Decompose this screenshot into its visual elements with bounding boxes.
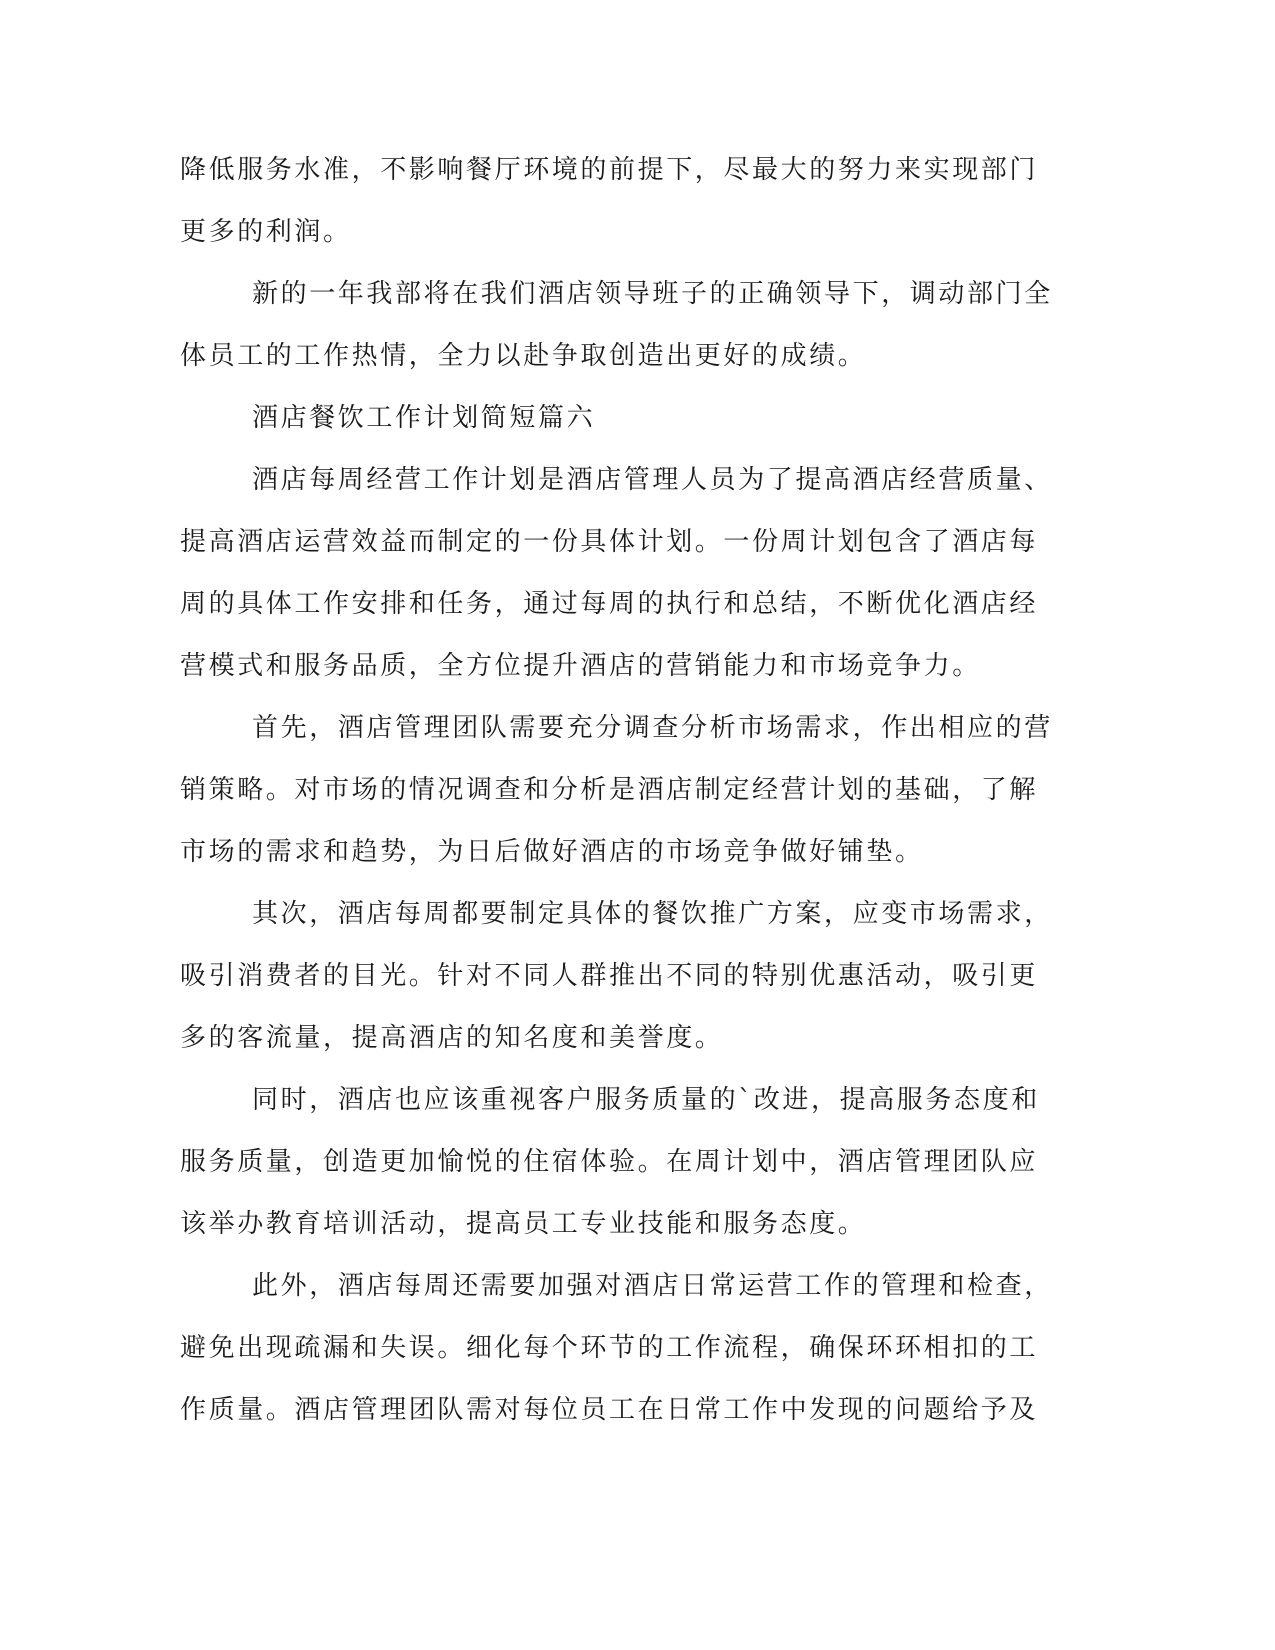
text-line: 避免出现疏漏和失误。细化每个环节的工作流程，确保环环相扣的工 — [180, 1333, 1039, 1363]
text-line: 该举办教育培训活动，提高员工专业技能和服务态度。 — [180, 1209, 867, 1239]
text-line: 周的具体工作安排和任务，通过每周的执行和总结，不断优化酒店经 — [180, 589, 1039, 619]
paragraph-start-line: 新的一年我部将在我们酒店领导班子的正确领导下，调动部门全 — [252, 279, 1053, 309]
text-line: 多的客流量，提高酒店的知名度和美誉度。 — [180, 1023, 724, 1053]
text-line: 提高酒店运营效益而制定的一份具体计划。一份周计划包含了酒店每 — [180, 527, 1039, 557]
document-body — [180, 150, 1053, 1452]
text-line: 营模式和服务品质，全方位提升酒店的营销能力和市场竞争力。 — [180, 651, 981, 681]
paragraph-start-line: 首先，酒店管理团队需要充分调查分析市场需求，作出相应的营 — [252, 713, 1053, 743]
text-line: 体员工的工作热情，全力以赴争取创造出更好的成绩。 — [180, 341, 867, 371]
text-line: 销策略。对市场的情况调查和分析是酒店制定经营计划的基础，了解 — [180, 775, 1039, 805]
text-line: 降低服务水准，不影响餐厅环境的前提下，尽最大的努力来实现部门 — [180, 155, 1039, 185]
text-line: 作质量。酒店管理团队需对每位员工在日常工作中发现的问题给予及 — [180, 1395, 1039, 1425]
paragraph-start-line: 此外，酒店每周还需要加强对酒店日常运营工作的管理和检查， — [252, 1271, 1053, 1301]
text-line: 市场的需求和趋势，为日后做好酒店的市场竞争做好铺垫。 — [180, 837, 924, 867]
paragraph-start-line: 酒店每周经营工作计划是酒店管理人员为了提高酒店经营质量、 — [252, 465, 1053, 495]
paragraph-start-line: 同时，酒店也应该重视客户服务质量的`改进，提高服务态度和 — [252, 1085, 1040, 1115]
text-line: 吸引消费者的目光。针对不同人群推出不同的特别优惠活动，吸引更 — [180, 961, 1039, 991]
paragraph-start-line: 其次，酒店每周都要制定具体的餐饮推广方案，应变市场需求， — [252, 899, 1053, 929]
text-line: 服务质量，创造更加愉悦的住宿体验。在周计划中，酒店管理团队应 — [180, 1147, 1039, 1177]
text-line: 更多的利润。 — [180, 217, 352, 247]
section-heading: 酒店餐饮工作计划简短篇六 — [252, 403, 596, 433]
